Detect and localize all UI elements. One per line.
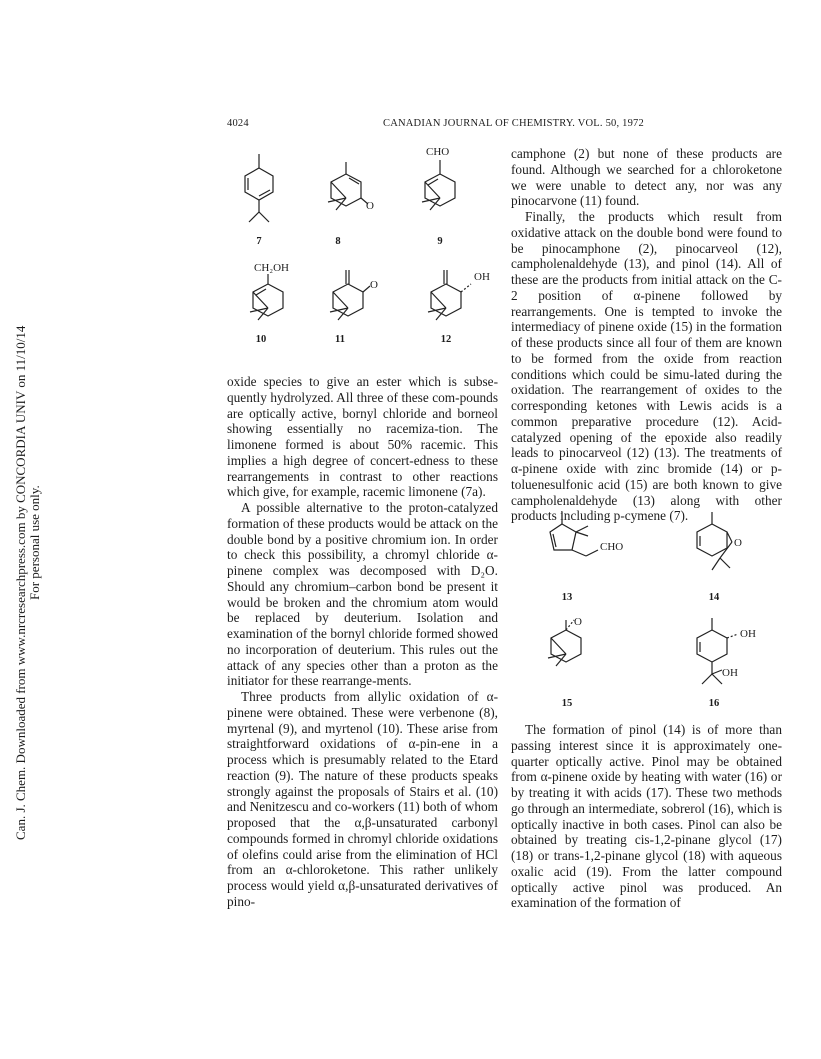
label-16: 16 — [708, 698, 720, 709]
hydroxyl-16b: OH — [722, 667, 738, 679]
structure-7 — [237, 150, 287, 230]
paragraph: Finally, the products which result from oxidative attack on the double bond were found to be pinocamphone (2), pinocarveol (12), campholenaldehyde (13), and pinol (14). All of these are the products from initial attack on the C-2 position of α-pinene followed by rearrangements. One is tempted to invoke the intermediacy of pinene oxide (15) in the formation of these products since all four of them are known to be formed from the oxide from reaction conditions which could be simu-lated during the oxidation. The rearrangement of oxides to the corresponding ketones with Lewis acids is a common preparative procedure (12). Acid-catalyzed opening of the epoxide also readily leads to pinocarveol (12) (13). The treatments of α-pinene oxide with zinc bromide (14) or p-toluenesulfonic acid (15) are both known to give campholenaldehyde (13) along with other products including p-cymene (7). — [511, 209, 782, 524]
watermark-line-2: For personal use only. — [27, 485, 42, 600]
structure-8 — [316, 158, 386, 218]
ch2oh-10: CH₂OH — [254, 262, 290, 274]
label-15: 15 — [561, 698, 573, 709]
watermark-line-1: Can. J. Chem. Downloaded from www.nrcresearchpress.com by CONCORDIA UNIV on 11/10/14 — [13, 325, 28, 840]
label-9: 9 — [437, 236, 443, 247]
paragraph: oxide species to give an ester which is subse-quently hydrolyzed. All three of these com-pounds are optically active, bornyl chloride and borneol showing essentially no racemiza-tion. The limonene formed is about 50% racemic. This implies a high degree of concert-edness to these rearrangements in contrast to other reactions which give, for example, racemic limonene (7a). — [227, 374, 498, 500]
label-12: 12 — [440, 334, 452, 345]
paragraph: camphone (2) but none of these products are found. Although we searched for a chloroketone we were unable to detect any, nor was any pinocarvone (11) found. — [511, 146, 782, 209]
label-11: 11 — [335, 334, 345, 345]
hydroxyl-16a: OH — [740, 628, 756, 640]
right-column-top — [511, 146, 782, 524]
cho-13: CHO — [600, 541, 624, 553]
label-7: 7 — [256, 236, 262, 247]
running-header: CANADIAN JOURNAL OF CHEMISTRY. VOL. 50, 1972 — [383, 118, 644, 129]
paragraph: Three products from allylic oxidation of α-pinene were obtained. These were verbenone (8), myrtenal (9), and myrtenol (10). These arise from straightforward oxidations of α-pin-ene in a process which is presumably related to the Etard reaction (9). The nature of these products speaks strongly against the proposals of Stairs et al. (10) and Nenitzescu and co-workers (11) both of whom proposed that the α,β-unsaturated carbonyl compounds formed in chromyl chloride oxidations of olefins could arise from the elimination of HCl from an α-chloroketone. This rather unlikely process would yield α,β-unsaturated derivatives of pino- — [227, 689, 498, 909]
oxygen-14: O — [734, 537, 742, 549]
oxygen-8: O — [366, 200, 374, 212]
structure-13 — [548, 510, 618, 570]
right-column-bottom — [511, 722, 782, 911]
paragraph: A possible alternative to the proton-catalyzed formation of these products would be attack on the double bond by a positive chromium ion. In order to check this possibility, a chromyl chloride α-pinene complex was decomposed with D₂O. Should any chromium–carbon bond be present it would be broken and the chromium atom would be replaced by deuterium. Isolation and examination of the bornyl chloride formed showed no incorporation of deuterium. This rules out the attack of any species other than a proton as the initiator for these rearrange-ments. — [227, 500, 498, 689]
hydroxyl-12: OH — [474, 271, 490, 283]
label-14: 14 — [708, 592, 720, 603]
paragraph: The formation of pinol (14) is of more than passing interest since it is approximately one-quarter optically active. Pinol may be obtained from α-pinene oxide by heating with water (16) or by treating it with acids (17). These two methods go through an intermediate, sobrerol (16), which is optically inactive in both cases. Pinol can also be obtained by treating cis-1,2-pinane glycol (17) (18) or trans-1,2-pinane glycol (18) with aqueous oxalic acid (19). From the latter compound optically active pinol was produced. An examination of the formation of — [511, 722, 782, 911]
oxygen-11: O — [370, 279, 378, 291]
structure-15 — [538, 616, 598, 676]
download-watermark — [0, 0, 42, 1059]
cho-9: CHO — [426, 146, 450, 158]
page-number: 4024 — [227, 118, 249, 129]
oxygen-15: O — [574, 616, 582, 628]
left-column — [227, 374, 498, 910]
label-8: 8 — [335, 236, 341, 247]
label-13: 13 — [561, 592, 573, 603]
label-10: 10 — [255, 334, 267, 345]
structure-11 — [318, 268, 388, 328]
structure-14 — [690, 510, 760, 580]
structure-10 — [240, 272, 300, 332]
structure-9 — [410, 158, 470, 218]
